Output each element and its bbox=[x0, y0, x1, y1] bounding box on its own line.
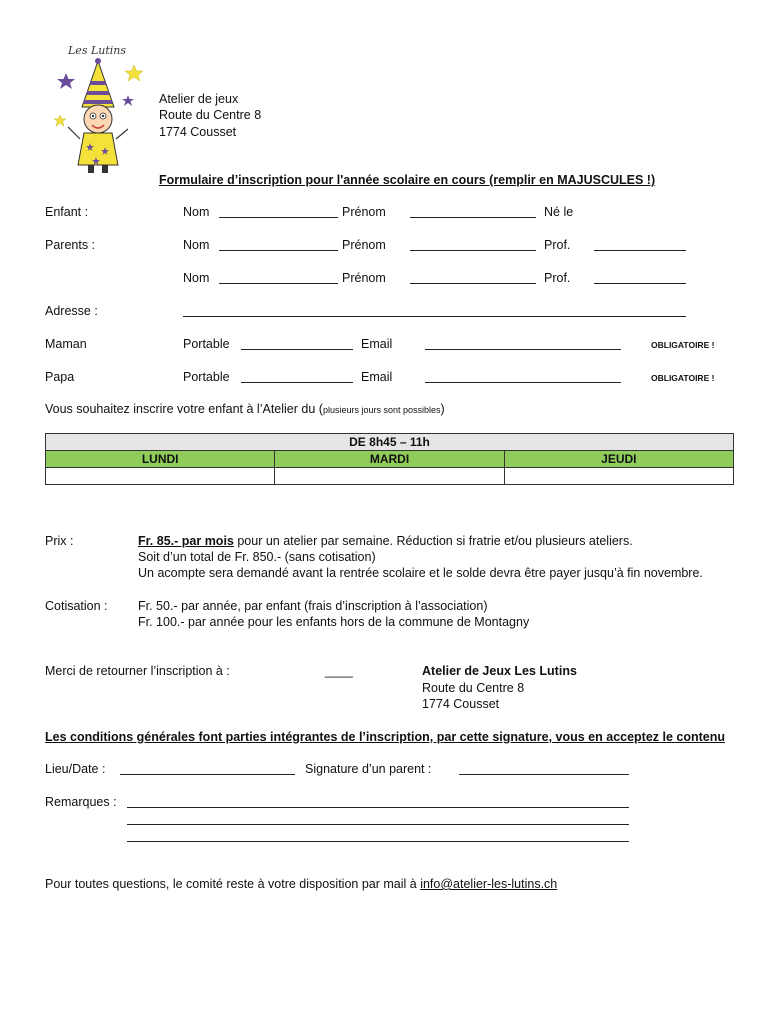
org-street: Route du Centre 8 bbox=[159, 108, 262, 122]
prenom-label: Prénom bbox=[342, 271, 386, 285]
papa-label: Papa bbox=[45, 370, 75, 384]
form-title: Formulaire d’inscription pour l'année scolaire en cours (remplir en MAJUSCULES !) bbox=[159, 173, 656, 187]
adresse-field[interactable] bbox=[183, 304, 686, 317]
parents-label: Parents : bbox=[45, 238, 96, 252]
portable-label: Portable bbox=[183, 370, 230, 384]
enfant-nom-field[interactable] bbox=[219, 205, 338, 218]
day-jeudi: JEUDI bbox=[504, 451, 733, 468]
obligatoire-note: OBLIGATOIRE ! bbox=[651, 373, 715, 383]
day-mardi: MARDI bbox=[275, 451, 504, 468]
lieu-date-field[interactable] bbox=[120, 762, 295, 775]
elf-logo-icon bbox=[50, 55, 150, 175]
adresse-label: Adresse : bbox=[45, 304, 98, 318]
prix-amount: Fr. 85.- par mois bbox=[138, 534, 234, 548]
checkbox-mardi[interactable] bbox=[275, 468, 504, 485]
lieu-date-label: Lieu/Date : bbox=[45, 762, 106, 776]
star-icon bbox=[54, 115, 66, 126]
enfant-label: Enfant : bbox=[45, 205, 89, 219]
remarques-field-2[interactable] bbox=[127, 812, 629, 825]
atelier-intro: Vous souhaitez inscrire votre enfant à l’Atelier du (plusieurs jours sont possibles) bbox=[45, 402, 445, 416]
atelier-note: plusieurs jours sont possibles bbox=[322, 405, 441, 415]
nom-label: Nom bbox=[183, 205, 210, 219]
parent2-prof-field[interactable] bbox=[594, 271, 686, 284]
schedule-time: DE 8h45 – 11h bbox=[46, 434, 734, 451]
email-label: Email bbox=[361, 337, 393, 351]
parent1-prof-field[interactable] bbox=[594, 238, 686, 251]
retour-city: 1774 Cousset bbox=[422, 697, 500, 711]
maman-email-field[interactable] bbox=[425, 337, 621, 350]
maman-portable-field[interactable] bbox=[241, 337, 353, 350]
prix-label: Prix : bbox=[45, 534, 74, 548]
prenom-label: Prénom bbox=[342, 205, 386, 219]
prenom-label: Prénom bbox=[342, 238, 386, 252]
star-icon bbox=[122, 95, 134, 106]
retour-street: Route du Centre 8 bbox=[422, 681, 525, 695]
remarques-field-3[interactable] bbox=[127, 829, 629, 842]
parent1-nom-field[interactable] bbox=[219, 238, 338, 251]
conditions-text: Les conditions générales font parties intégrantes de l’inscription, par cette signature, vous en acceptez le contenu bbox=[45, 730, 726, 744]
signature-label: Signature d’un parent : bbox=[305, 762, 432, 776]
org-city: 1774 Cousset bbox=[159, 125, 237, 139]
contact-email-link[interactable]: info@atelier-les-lutins.ch bbox=[420, 877, 558, 891]
prof-label: Prof. bbox=[544, 271, 571, 285]
signature-field[interactable] bbox=[459, 762, 629, 775]
parent2-nom-field[interactable] bbox=[219, 271, 338, 284]
nom-label: Nom bbox=[183, 238, 210, 252]
cotisation-line1: Fr. 50.- par année, par enfant (frais d’inscription à l’association) bbox=[138, 599, 488, 613]
checkbox-lundi[interactable] bbox=[46, 468, 275, 485]
portable-label: Portable bbox=[183, 337, 230, 351]
remarques-field-1[interactable] bbox=[127, 795, 629, 808]
enfant-prenom-field[interactable] bbox=[410, 205, 536, 218]
retour-label: Merci de retourner l’inscription à : bbox=[45, 664, 230, 678]
remarques-label: Remarques : bbox=[45, 795, 117, 809]
obligatoire-note: OBLIGATOIRE ! bbox=[651, 340, 715, 350]
footer-text: Pour toutes questions, le comité reste à votre disposition par mail à info@atelier-les-lutins.ch bbox=[45, 877, 558, 891]
retour-dash: ____ bbox=[325, 664, 353, 678]
prof-label: Prof. bbox=[544, 238, 571, 252]
logo-text: Les Lutins bbox=[68, 44, 127, 57]
nom-label: Nom bbox=[183, 271, 210, 285]
papa-portable-field[interactable] bbox=[241, 370, 353, 383]
checkbox-jeudi[interactable] bbox=[504, 468, 733, 485]
retour-name: Atelier de Jeux Les Lutins bbox=[422, 664, 577, 678]
star-icon bbox=[125, 65, 143, 81]
cotisation-label: Cotisation : bbox=[45, 599, 108, 613]
schedule-table bbox=[45, 433, 734, 485]
parent1-prenom-field[interactable] bbox=[410, 238, 536, 251]
maman-label: Maman bbox=[45, 337, 87, 351]
prix-line1: Fr. 85.- par mois pour un atelier par semaine. Réduction si fratrie et/ou plusieurs ateliers. bbox=[138, 534, 633, 548]
star-icon bbox=[57, 73, 75, 89]
parent2-prenom-field[interactable] bbox=[410, 271, 536, 284]
cotisation-line2: Fr. 100.- par année pour les enfants hors de la commune de Montagny bbox=[138, 615, 530, 629]
ne-le-label: Né le bbox=[544, 205, 574, 219]
email-label: Email bbox=[361, 370, 393, 384]
day-lundi: LUNDI bbox=[46, 451, 275, 468]
prix-line3: Un acompte sera demandé avant la rentrée scolaire et le solde devra être payer jusqu’à fin novembre. bbox=[138, 566, 703, 580]
papa-email-field[interactable] bbox=[425, 370, 621, 383]
org-name: Atelier de jeux bbox=[159, 92, 239, 106]
prix-line2: Soit d’un total de Fr. 850.- (sans cotisation) bbox=[138, 550, 376, 564]
